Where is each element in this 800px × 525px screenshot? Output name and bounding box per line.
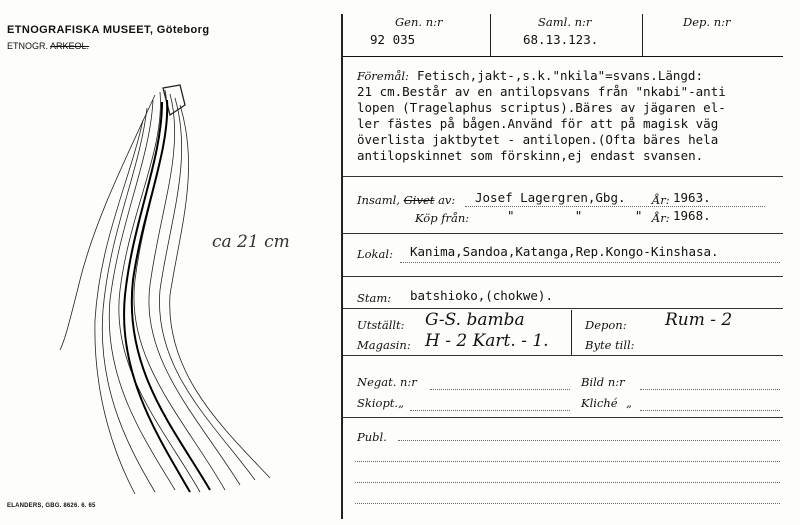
section-rule-2	[343, 233, 783, 234]
department-active: ETNOGR.	[7, 41, 49, 51]
department-struck: ARKEOL.	[50, 41, 90, 51]
insaml-label	[357, 193, 455, 207]
foremal-line-1: Fetisch,jakt-,s.k."nkila"=svans.Längd:	[417, 68, 703, 83]
depon-label: Depon:	[585, 318, 627, 332]
saml-value: 68.13.123.	[523, 32, 599, 47]
foremal-line-3: lopen (Tragelaphus scriptus).Bäres av jägaren el-	[357, 100, 726, 115]
kliche-label: Kliché	[581, 396, 618, 410]
printer-imprint: ELANDERS, GBG. 8626. 6. 65	[7, 503, 96, 509]
negat-dotline	[430, 389, 570, 390]
depon-value: Rum - 2	[665, 310, 733, 330]
foremal-line-6: antilopskinnet som förskinn,ej endast svansen.	[357, 148, 704, 163]
insaml-struck: Givet	[403, 193, 435, 207]
bild-dotline	[640, 389, 780, 390]
utstallt-value: G-S. bamba	[425, 310, 525, 330]
insaml-dotline	[465, 206, 765, 207]
byte-label: Byte till:	[585, 338, 635, 352]
lokal-value: Kanima,Sandoa,Katanga,Rep.Kongo-Kinshasa.	[410, 244, 719, 259]
insaml-av: av:	[438, 193, 456, 207]
dep-label: Dep. n:r	[683, 15, 731, 29]
section-rule-5	[343, 355, 783, 356]
publ-dotline-3	[355, 482, 780, 483]
header-divider-2	[642, 14, 643, 56]
museum-name: ETNOGRAFISKA MUSEET, Göteborg	[7, 24, 210, 36]
kop-value: " " "	[507, 208, 643, 223]
ar2-label: År:	[652, 211, 670, 225]
insaml-label-text: Insaml,	[357, 193, 400, 207]
kliche-value: „	[626, 396, 632, 410]
kliche-dotline	[640, 410, 780, 411]
saml-label: Saml. n:r	[538, 15, 592, 29]
stam-value: batshioko,(chokwe).	[410, 288, 553, 303]
lokal-label: Lokal:	[357, 247, 393, 261]
publ-dotline-2	[355, 461, 780, 462]
section-rule-6	[343, 417, 783, 418]
foremal-line-2: 21 cm.Består av en antilopsvans från "nkabi"-anti	[357, 84, 726, 99]
insaml-value: Josef Lagergren,Gbg.	[475, 190, 626, 205]
size-annotation: ca 21 cm	[212, 232, 290, 252]
magasin-value: H - 2 Kart. - 1.	[425, 331, 549, 351]
skiopt-dotline	[410, 410, 570, 411]
form-left-border	[341, 14, 343, 519]
object-sketch	[25, 80, 325, 500]
foremal-line-5: överlista jaktbytet - antilopen.(Ofta bäres hela	[357, 132, 719, 147]
header-rule	[343, 56, 783, 57]
kop-label: Köp från:	[415, 211, 470, 225]
section-rule-3	[343, 276, 783, 277]
foremal-label: Föremål:	[357, 69, 409, 83]
ar-value: 1963.	[673, 190, 711, 205]
foremal-line-4: ler fästes på bågen.Använd för att på magisk väg	[357, 116, 719, 131]
section-rule-1	[343, 176, 783, 177]
publ-label: Publ.	[357, 430, 387, 444]
gen-label: Gen. n:r	[395, 15, 443, 29]
magasin-label: Magasin:	[357, 338, 411, 352]
location-divider	[571, 310, 572, 355]
publ-dotline-1	[398, 440, 780, 441]
lokal-dotline	[400, 262, 780, 263]
department	[7, 41, 89, 51]
negat-label: Negat. n:r	[357, 375, 417, 389]
bild-label: Bild n:r	[581, 375, 625, 389]
skiopt-label: Skiopt.	[357, 396, 399, 410]
skiopt-value: „	[398, 396, 404, 410]
ar2-value: 1968.	[673, 208, 711, 223]
section-rule-4	[343, 308, 783, 309]
utstallt-label: Utställt:	[357, 318, 405, 332]
ar-label: År:	[652, 193, 670, 207]
publ-dotline-4	[355, 503, 780, 504]
gen-value: 92 035	[370, 32, 416, 47]
stam-label: Stam:	[357, 291, 392, 305]
header-divider-1	[490, 14, 491, 56]
